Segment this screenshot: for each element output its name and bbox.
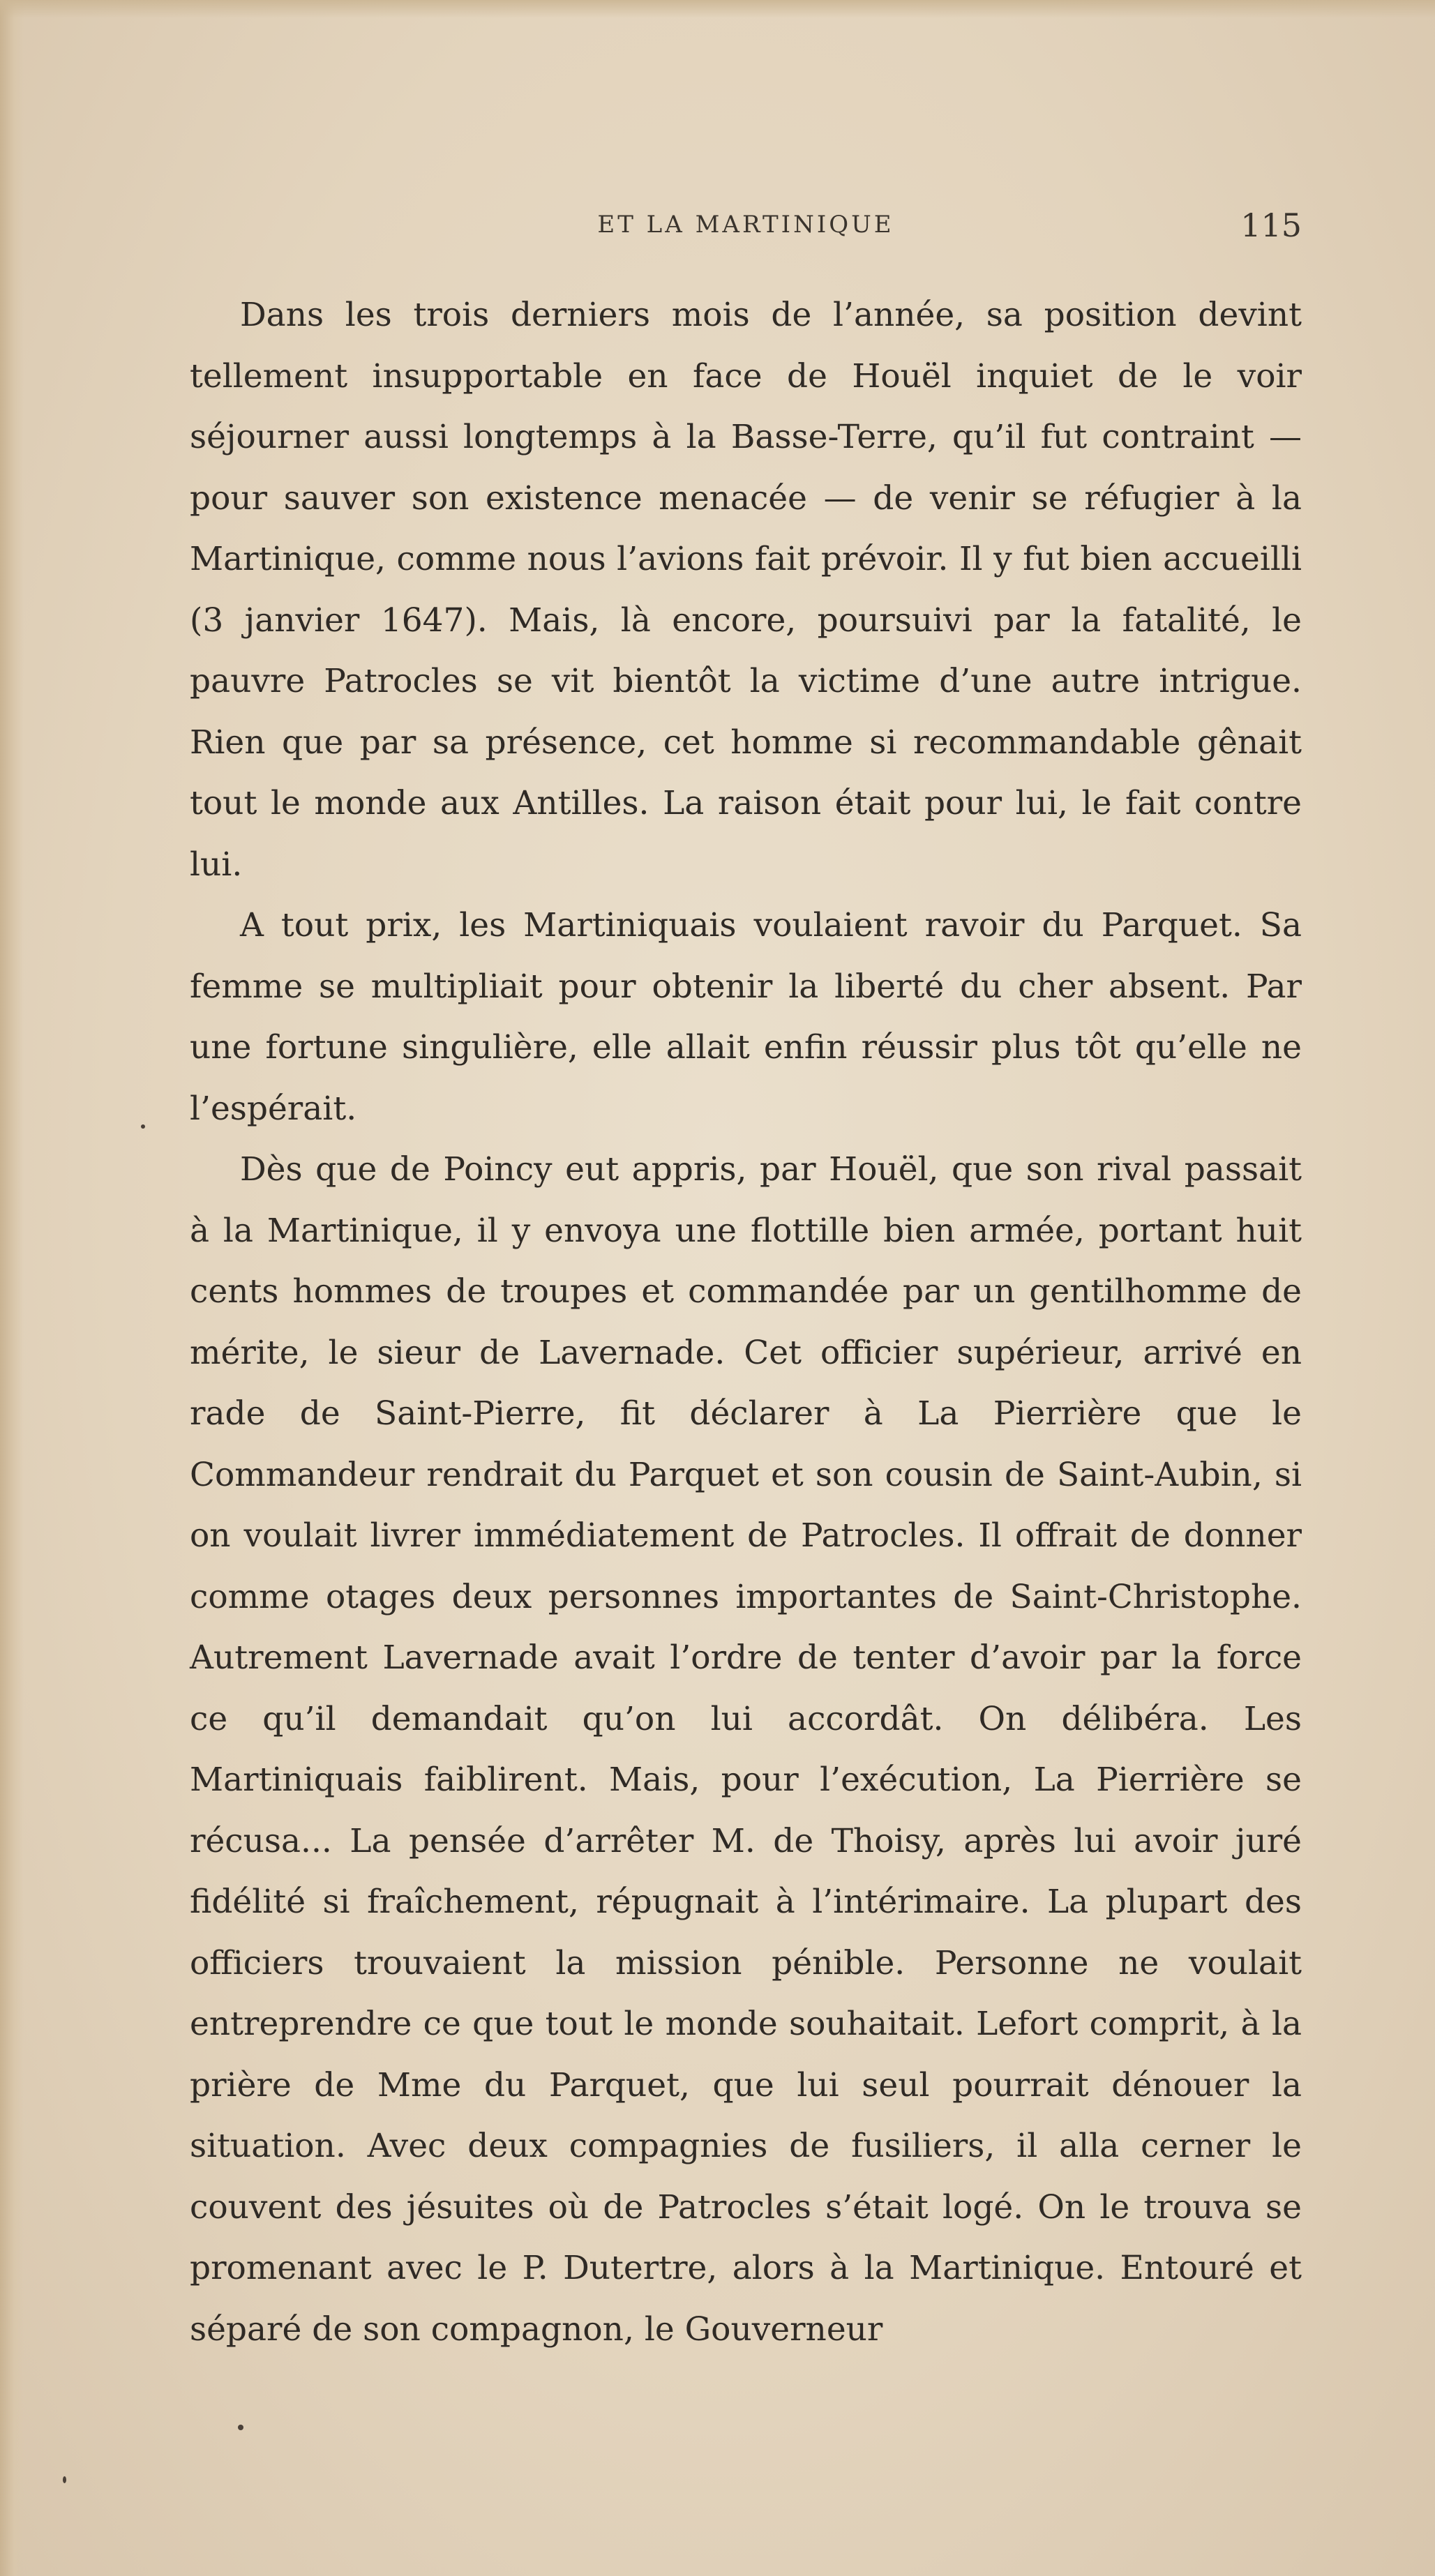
page-number: 115: [1240, 206, 1302, 244]
page-left-edge-shadow: [0, 0, 24, 2576]
ink-speck: [63, 2476, 66, 2483]
paragraph-1: Dans les trois derniers mois de l’année, sa position devint tellement insupportable en face de Houël inquiet de le voir séjourner aussi longtemps à la Basse-Terre, qu’il fut contraint — pour sauver son existence menacée — de venir se réfugier à la Martinique, comme nous l’avions fait prévoir. Il y fut bien accueilli (3 janvier 1647). Mais, là encore, poursuivi par la fatalité, le pauvre Patrocles se vit bientôt la victime d’une autre intrigue. Rien que par sa présence, cet homme si recommandable gênait tout le monde aux Antilles. La raison était pour lui, le fait contre lui.: [190, 296, 1302, 884]
ink-speck: [141, 1124, 145, 1129]
page-top-edge-shadow: [0, 0, 1435, 18]
paragraph-2: A tout prix, les Martiniquais voulaient ravoir du Parquet. Sa femme se multipliait pour obtenir la liberté du cher absent. Par une fortune singulière, elle allait enfin réussir plus tôt qu’elle ne l’espérait.: [190, 906, 1302, 1128]
body-text: [190, 285, 1302, 2360]
paragraph-3: Dès que de Poincy eut appris, par Houël, que son rival passait à la Martinique, il y envoya une flottille bien armée, portant huit cents hommes de troupes et commandée par un gentilhomme de mérite, le sieur de Lavernade. Cet officier supérieur, arrivé en rade de Saint-Pierre, fit déclarer à La Pierrière que le Commandeur rendrait du Parquet et son cousin de Saint-Aubin, si on voulait livrer immédiatement de Patrocles. Il offrait de donner comme otages deux personnes importantes de Saint-Christophe. Autrement Lavernade avait l’ordre de tenter d’avoir par la force ce qu’il demandait qu’on lui accordât. On délibéra. Les Martiniquais faiblirent. Mais, pour l’exécution, La Pierrière se récusa... La pensée d’arrêter M. de Thoisy, après lui avoir juré fidélité si fraîchement, répugnait à l’intérimaire. La plupart des officiers trouvaient la mission pénible. Personne ne voulait entreprendre ce que tout le monde souhaitait. Lefort comprit, à la prière de Mme du Parquet, que lui seul pourrait dénouer la situation. Avec deux compagnies de fusiliers, il alla cerner le couvent des jésuites où de Patrocles s’était logé. On le trouva se promenant avec le P. Dutertre, alors à la Martinique. Entouré et séparé de son compagnon, le Gouverneur: [190, 1150, 1302, 2349]
running-title: ET LA MARTINIQUE: [597, 211, 894, 239]
ink-speck: [238, 2425, 243, 2430]
running-head: [190, 206, 1302, 246]
